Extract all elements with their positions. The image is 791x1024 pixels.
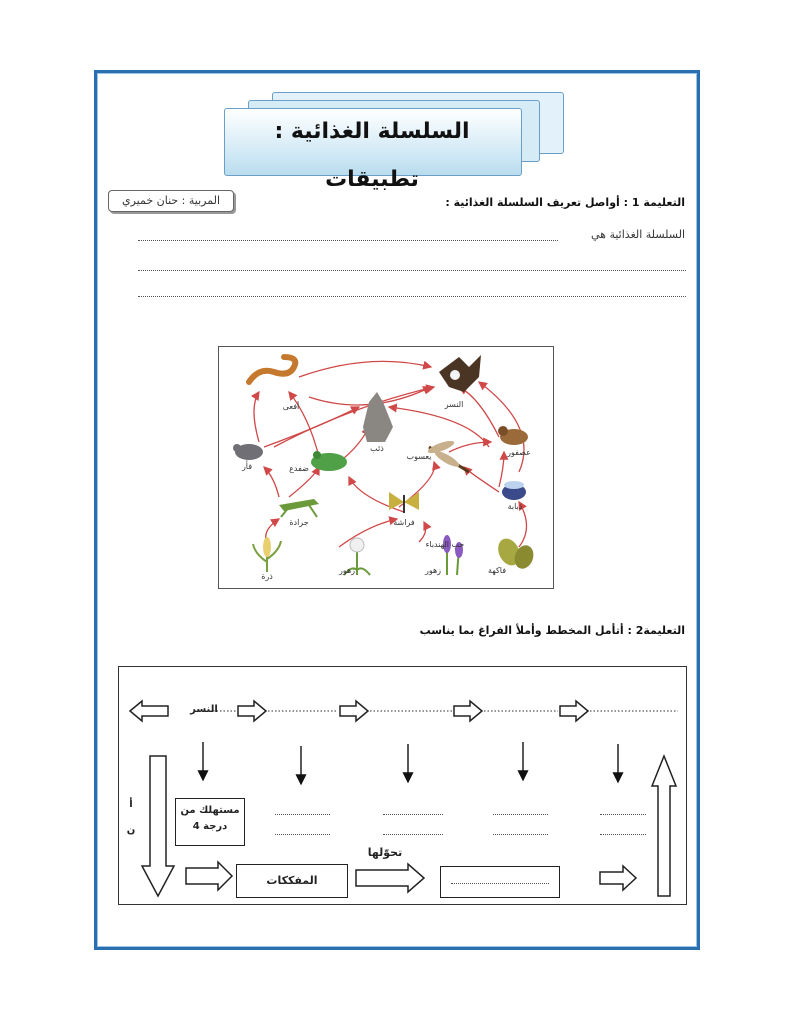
blank-4b[interactable] bbox=[600, 834, 646, 835]
food-web-svg bbox=[219, 347, 553, 588]
label-flowers-1: زهور bbox=[338, 566, 356, 575]
label-dragonfly: يعسوب bbox=[406, 452, 432, 461]
arrow-right-3 bbox=[454, 701, 482, 721]
label-fruit: فاكهة bbox=[487, 566, 507, 575]
label-butterfly: فراشة bbox=[393, 518, 415, 527]
arrow-bottom-2 bbox=[356, 864, 424, 892]
down-arrows bbox=[203, 742, 618, 784]
arrow-right-2 bbox=[340, 701, 368, 721]
dragonfly-icon bbox=[426, 438, 469, 472]
label-eagle: النسر bbox=[444, 400, 464, 409]
blank-2a[interactable] bbox=[383, 814, 443, 815]
label-fly: ذبابة bbox=[507, 502, 523, 511]
arrow-bottom-3 bbox=[600, 866, 636, 890]
label-corn: ذرة bbox=[261, 572, 273, 581]
instruction-1: التعليمة 1 : أواصل تعريف السلسلة الغذائية : bbox=[445, 196, 685, 209]
grasshopper-icon bbox=[279, 499, 319, 517]
blank-1b[interactable] bbox=[275, 834, 330, 835]
answer-line-2[interactable] bbox=[138, 270, 686, 271]
label-mouse: فأر bbox=[241, 462, 253, 471]
food-web-diagram bbox=[218, 346, 554, 589]
decomposers-box: المفككات bbox=[236, 864, 348, 898]
label-frog: ضفدع bbox=[289, 464, 309, 473]
blank-4a[interactable] bbox=[600, 814, 646, 815]
frog-icon bbox=[311, 451, 347, 471]
answer-box-bottom[interactable] bbox=[440, 866, 560, 898]
fly-icon bbox=[502, 481, 526, 500]
blank-3b[interactable] bbox=[493, 834, 548, 835]
blank-3a[interactable] bbox=[493, 814, 548, 815]
label-sparrow: عصفور bbox=[507, 448, 531, 457]
arrow-down-left bbox=[142, 756, 174, 896]
page-title: السلسلة الغذائية : تطبيقات bbox=[274, 119, 470, 192]
transform-label: تحوّلها bbox=[367, 846, 403, 859]
arrow-right-4 bbox=[560, 701, 588, 721]
label-wolf: ذئب bbox=[370, 444, 384, 453]
blank-1a[interactable] bbox=[275, 814, 330, 815]
mouse-icon bbox=[233, 444, 263, 460]
arrow-up-right bbox=[652, 756, 676, 896]
arrow-left-start bbox=[130, 701, 168, 721]
arrow-bottom-1 bbox=[186, 862, 232, 890]
teacher-name: المربية : حنان خميري bbox=[108, 190, 234, 212]
eagle-icon bbox=[439, 355, 481, 392]
answer-line-1[interactable] bbox=[138, 240, 558, 241]
arrow-right-1 bbox=[238, 701, 266, 721]
label-dandelion-seeds: حب الهندباء bbox=[425, 540, 465, 549]
blank-2b[interactable] bbox=[383, 834, 443, 835]
side-label: أ ن bbox=[126, 799, 136, 836]
label-flowers-2: زهور bbox=[424, 566, 442, 575]
corn-icon bbox=[253, 537, 281, 572]
definition-prompt: السلسلة الغذائية هي bbox=[591, 228, 685, 241]
scheme-start-label: النسر bbox=[190, 704, 218, 715]
scheme-shapes bbox=[118, 666, 685, 903]
instruction-2: التعليمة2 : أتأمل المخطط وأملأ الفراغ بما يناسب bbox=[419, 624, 685, 637]
snake-icon bbox=[249, 357, 295, 382]
label-grasshopper: جرادة bbox=[289, 518, 309, 527]
consumer-level-box: مستهلك من درجة 4 bbox=[175, 798, 245, 846]
butterfly-icon bbox=[389, 492, 419, 513]
answer-line-3[interactable] bbox=[138, 296, 686, 297]
sparrow-icon bbox=[498, 426, 528, 445]
label-snake: أفعى bbox=[282, 402, 300, 411]
